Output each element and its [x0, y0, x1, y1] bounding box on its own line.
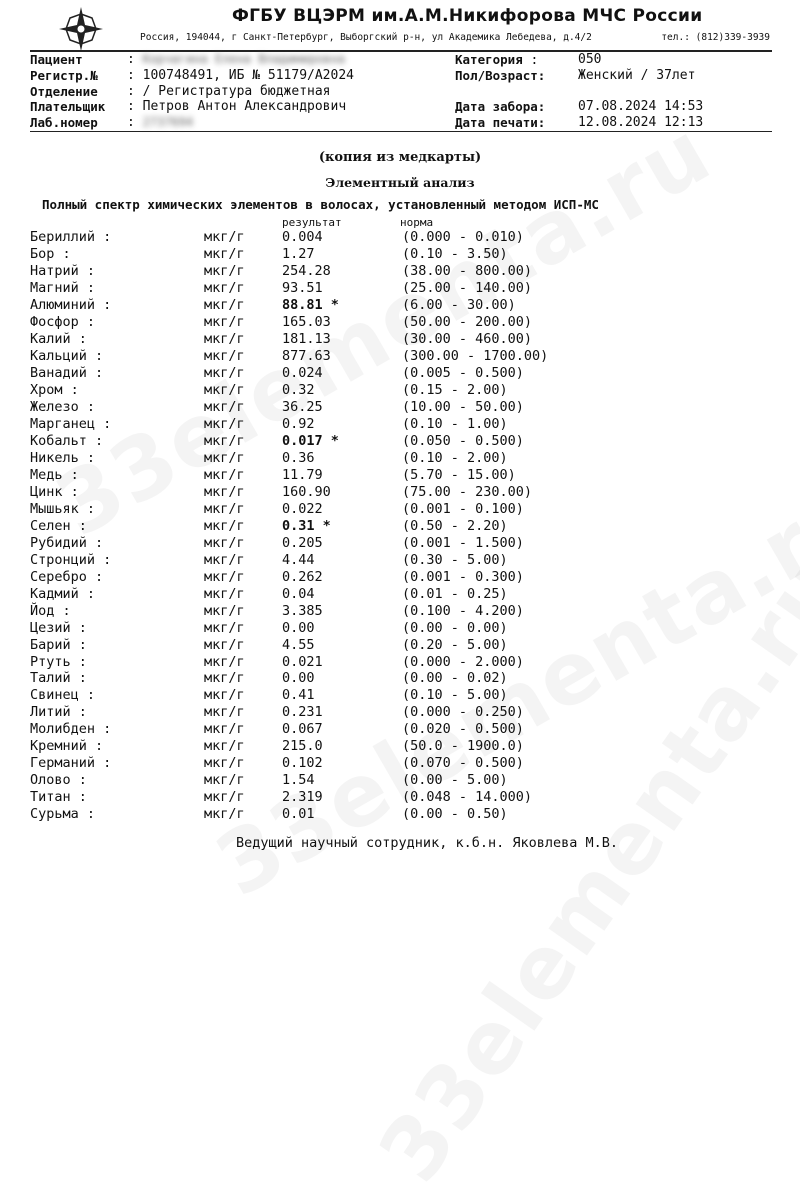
norm-range: (0.050 - 0.500) [402, 432, 524, 449]
element-name: Железо : [30, 398, 96, 415]
print-date-value: 12.08.2024 12:13 [578, 115, 704, 130]
element-name: Мышьяк : [30, 500, 96, 517]
element-name: Барий : [30, 636, 87, 653]
element-name: Стронций : [30, 551, 112, 568]
collect-date-value: 07.08.2024 14:53 [578, 99, 704, 114]
norm-range: (0.10 - 3.50) [402, 245, 508, 262]
result-value: 36.25 [282, 398, 323, 415]
result-value: 93.51 [282, 279, 323, 296]
norm-range: (0.10 - 5.00) [402, 687, 508, 704]
norm-range: (6.00 - 30.00) [402, 296, 516, 313]
result-value: 1.54 [282, 772, 315, 789]
unit: мкг/г [204, 500, 245, 517]
unit: мкг/г [204, 313, 245, 330]
element-name: Никель : [30, 449, 96, 466]
unit: мкг/г [204, 551, 245, 568]
norm-column-header: норма [400, 216, 434, 229]
unit: мкг/г [204, 449, 245, 466]
element-name: Калий : [30, 330, 87, 347]
emblem-logo [58, 6, 104, 52]
result-value: 0.102 [282, 755, 323, 772]
element-name: Селен : [30, 517, 87, 534]
signature-line: Ведущий научный сотрудник, к.б.н. Яковлева М.В. [236, 835, 619, 851]
print-date-label: Дата печати: [455, 115, 546, 130]
result-value: 11.79 [282, 466, 323, 483]
element-name: Хром : [30, 381, 79, 398]
result-value: 0.017 * [282, 432, 339, 449]
dept-value: / Регистратура бюджетная [142, 84, 331, 99]
unit: мкг/г [204, 738, 245, 755]
unit: мкг/г [204, 415, 245, 432]
result-value: 0.00 [282, 670, 315, 687]
result-value: 1.27 [282, 245, 315, 262]
norm-range: (0.001 - 0.300) [402, 568, 524, 585]
norm-range: (0.048 - 14.000) [402, 789, 533, 806]
unit: мкг/г [204, 755, 245, 772]
section-title: Полный спектр химических элементов в волосах, установленный методом ИСП-МС [42, 197, 599, 212]
norm-range: (0.001 - 1.500) [402, 534, 524, 551]
element-name: Кадмий : [30, 585, 96, 602]
norm-range: (0.10 - 1.00) [402, 415, 508, 432]
result-value: 0.92 [282, 415, 315, 432]
unit: мкг/г [204, 636, 245, 653]
norm-range: (0.00 - 0.02) [402, 670, 508, 687]
element-name: Литий : [30, 704, 87, 721]
unit: мкг/г [204, 670, 245, 687]
sex-age-value: Женский / 37лет [578, 68, 696, 83]
unit: мкг/г [204, 245, 245, 262]
result-value: 0.024 [282, 364, 323, 381]
unit: мкг/г [204, 585, 245, 602]
unit: мкг/г [204, 772, 245, 789]
norm-range: (50.0 - 1900.0) [402, 738, 524, 755]
result-value: 4.55 [282, 636, 315, 653]
unit: мкг/г [204, 279, 245, 296]
norm-range: (0.20 - 5.00) [402, 636, 508, 653]
element-name: Марганец : [30, 415, 112, 432]
result-value: 215.0 [282, 738, 323, 755]
lab-label: Лаб.номер [30, 115, 98, 130]
norm-range: (0.50 - 2.20) [402, 517, 508, 534]
element-name: Цинк : [30, 483, 79, 500]
unit: мкг/г [204, 568, 245, 585]
collect-date-label: Дата забора: [455, 99, 546, 114]
category-label: Категория [455, 52, 523, 67]
unit: мкг/г [204, 262, 245, 279]
patient-name-redacted: Корчагина Елена Владимировна [142, 52, 345, 66]
unit: мкг/г [204, 381, 245, 398]
unit: мкг/г [204, 602, 245, 619]
result-value: 0.31 * [282, 517, 331, 534]
unit: мкг/г [204, 653, 245, 670]
unit: мкг/г [204, 721, 245, 738]
norm-range: (0.001 - 0.100) [402, 500, 524, 517]
norm-range: (0.00 - 5.00) [402, 772, 508, 789]
element-name: Бор : [30, 245, 71, 262]
element-name: Магний : [30, 279, 96, 296]
result-value: 4.44 [282, 551, 315, 568]
norm-range: (0.070 - 0.500) [402, 755, 524, 772]
element-name: Кремний : [30, 738, 104, 755]
result-value: 0.00 [282, 619, 315, 636]
unit: мкг/г [204, 398, 245, 415]
payer-value: Петров Антон Александрович [142, 99, 347, 114]
element-name: Кальций : [30, 347, 104, 364]
norm-range: (0.000 - 2.000) [402, 653, 524, 670]
unit: мкг/г [204, 432, 245, 449]
copy-note: (копия из медкарты) [318, 150, 482, 165]
unit: мкг/г [204, 347, 245, 364]
unit: мкг/г [204, 466, 245, 483]
unit: мкг/г [204, 789, 245, 806]
result-value: 0.021 [282, 653, 323, 670]
reg-label: Регистр.№ [30, 68, 98, 83]
element-name: Серебро : [30, 568, 104, 585]
result-value: 0.067 [282, 721, 323, 738]
norm-range: (38.00 - 800.00) [402, 262, 533, 279]
norm-range: (30.00 - 460.00) [402, 330, 533, 347]
unit: мкг/г [204, 483, 245, 500]
unit: мкг/г [204, 619, 245, 636]
element-name: Молибден : [30, 721, 112, 738]
unit: мкг/г [204, 364, 245, 381]
result-value: 0.004 [282, 229, 323, 245]
norm-range: (0.30 - 5.00) [402, 551, 508, 568]
norm-range: (75.00 - 230.00) [402, 483, 533, 500]
element-name: Медь : [30, 466, 79, 483]
norm-range: (0.000 - 0.250) [402, 704, 524, 721]
norm-range: (0.00 - 0.50) [402, 806, 508, 823]
norm-range: (25.00 - 140.00) [402, 279, 533, 296]
norm-range: (10.00 - 50.00) [402, 398, 524, 415]
unit: мкг/г [204, 806, 245, 823]
element-name: Кобальт : [30, 432, 104, 449]
unit: мкг/г [204, 687, 245, 704]
element-name: Сурьма : [30, 806, 96, 823]
result-value: 3.385 [282, 602, 323, 619]
result-column-header: результат [282, 216, 342, 229]
unit: мкг/г [204, 534, 245, 551]
result-value: 165.03 [282, 313, 331, 330]
element-name: Титан : [30, 789, 87, 806]
unit: мкг/г [204, 296, 245, 313]
element-name: Ртуть : [30, 653, 87, 670]
patient-row [30, 52, 83, 68]
norm-range: (0.100 - 4.200) [402, 602, 524, 619]
result-value: 0.205 [282, 534, 323, 551]
payer-label: Плательщик [30, 99, 106, 114]
address-text: Россия, 194044, г Санкт-Петербург, Выборгский р-н, ул Академика Лебедева, д.4/2 [140, 32, 592, 43]
element-name: Бериллий : [30, 229, 112, 245]
lab-value-redacted: 2737694 [142, 115, 194, 129]
patient-value-wrap: : Корчагина Елена Владимировна [127, 52, 345, 67]
norm-range: (0.01 - 0.25) [402, 585, 508, 602]
norm-range: (0.020 - 0.500) [402, 721, 524, 738]
norm-range: (5.70 - 15.00) [402, 466, 516, 483]
organization-address [140, 32, 770, 43]
element-name: Свинец : [30, 687, 96, 704]
element-name: Олово : [30, 772, 87, 789]
meta-divider [30, 131, 772, 132]
norm-range: (0.00 - 0.00) [402, 619, 508, 636]
result-value: 0.04 [282, 585, 315, 602]
analysis-title: Элементный анализ [325, 175, 475, 190]
category-value: 050 [578, 52, 602, 67]
norm-range: (300.00 - 1700.00) [402, 347, 549, 364]
element-name: Цезий : [30, 619, 87, 636]
result-value: 0.022 [282, 500, 323, 517]
result-value: 181.13 [282, 330, 331, 347]
norm-range: (50.00 - 200.00) [402, 313, 533, 330]
element-name: Германий : [30, 755, 112, 772]
norm-range: (0.005 - 0.500) [402, 364, 524, 381]
unit: мкг/г [204, 704, 245, 721]
unit: мкг/г [204, 517, 245, 534]
result-value: 2.319 [282, 789, 323, 806]
result-value: 0.231 [282, 704, 323, 721]
organization-title: ФГБУ ВЦЭРМ им.А.М.Никифорова МЧС России [232, 6, 703, 26]
norm-range: (0.15 - 2.00) [402, 381, 508, 398]
element-name: Йод : [30, 602, 71, 619]
element-name: Рубидий : [30, 534, 104, 551]
result-value: 0.36 [282, 449, 315, 466]
dept-label: Отделение [30, 84, 98, 99]
result-value: 0.32 [282, 381, 315, 398]
result-value: 88.81 * [282, 296, 339, 313]
element-name: Ванадий : [30, 364, 104, 381]
element-name: Фосфор : [30, 313, 96, 330]
result-value: 254.28 [282, 262, 331, 279]
result-value: 0.01 [282, 806, 315, 823]
element-name: Алюминий : [30, 296, 112, 313]
unit: мкг/г [204, 330, 245, 347]
result-value: 0.41 [282, 687, 315, 704]
unit: мкг/г [204, 229, 245, 245]
result-value: 0.262 [282, 568, 323, 585]
result-value: 877.63 [282, 347, 331, 364]
sex-age-label: Пол/Возраст: [455, 68, 546, 83]
phone-text: тел.: (812)339-3939 [661, 32, 770, 43]
result-value: 160.90 [282, 483, 331, 500]
element-name: Талий : [30, 670, 87, 687]
norm-range: (0.000 - 0.010) [402, 229, 524, 245]
element-name: Натрий : [30, 262, 96, 279]
watermark [40, 102, 728, 557]
norm-range: (0.10 - 2.00) [402, 449, 508, 466]
patient-label: Пациент [30, 52, 83, 67]
reg-value: 100748491, ИБ № 51179/А2024 [142, 68, 354, 83]
